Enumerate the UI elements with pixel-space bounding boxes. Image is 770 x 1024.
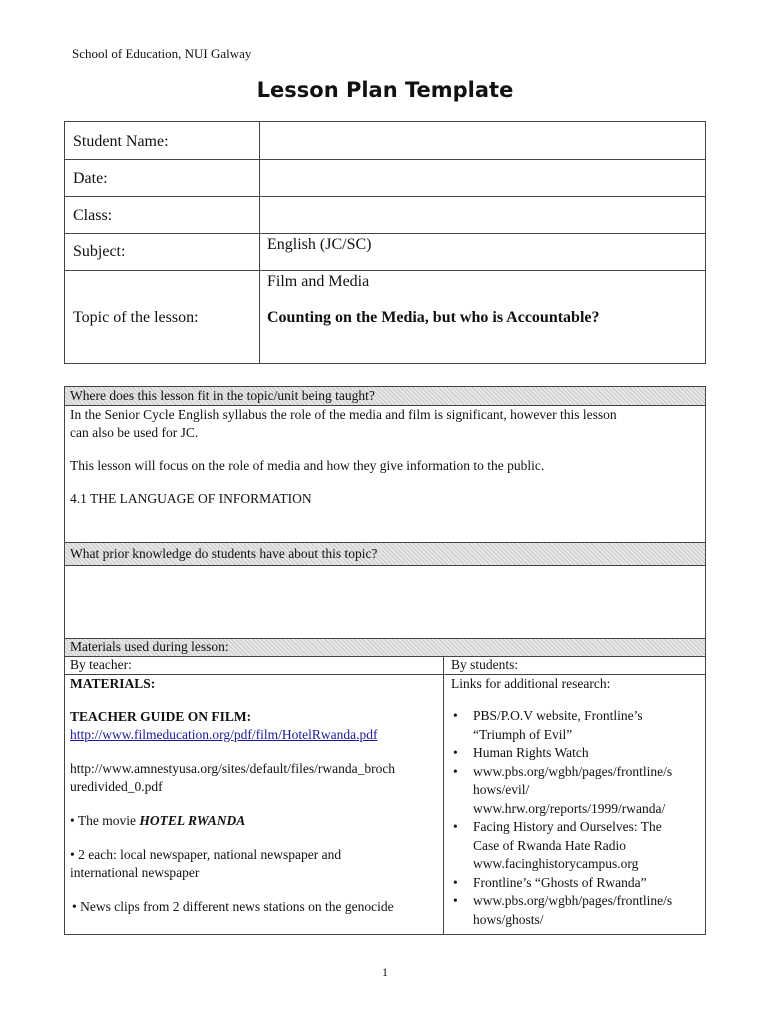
row-divider [65,196,705,197]
student-link-item [451,892,703,929]
student-link-text: hows/evil/ [473,782,530,797]
student-links-list [451,707,703,929]
row-divider [65,270,705,271]
subject-value: English (JC/SC) [267,236,372,253]
bullet-icon: • [453,708,458,723]
student-link-item [451,744,703,763]
topic-label: Topic of the lesson: [73,309,199,326]
news-clips-item: • News clips from 2 different news stations on the genocide [72,899,394,914]
students-label: By students: [451,657,519,672]
document-title: Lesson Plan Template [256,78,514,102]
class-label: Class: [73,207,113,224]
student-link-text: Facing History and Ourselves: The [473,819,662,834]
page-number: 1 [382,965,388,979]
student-info-table [64,121,706,364]
amnesty-link-line: uredivided_0.pdf [70,779,163,794]
prior-heading: What prior knowledge do students have about this topic? [70,546,378,561]
bullet-icon: • [453,893,458,908]
student-link-text: “Triumph of Evil” [473,726,573,742]
fit-text-line: In the Senior Cycle English syllabus the role of the media and film is significant, however this lesson [70,407,617,422]
bullet-icon: • [453,874,458,890]
bullet-icon: • [453,763,458,779]
row-divider [65,159,705,160]
student-link-item [451,763,703,800]
bullet-icon: • [453,819,458,834]
row-divider [65,233,705,234]
fit-text-line: This lesson will focus on the role of media and how they give information to the public. [70,458,545,473]
fit-heading: Where does this lesson fit in the topic/unit being taught? [70,388,375,403]
teacher-label: By teacher: [70,657,132,672]
student-link-text: hows/ghosts/ [473,911,544,927]
student-link-text: www.pbs.org/wgbh/pages/frontline/s [473,893,673,908]
movie-prefix: • The movie [70,813,140,828]
student-link-text: www.facinghistorycampus.org [473,856,639,871]
bullet-icon: • [453,745,458,760]
newspaper-item: international newspaper [70,865,200,880]
links-label: Links for additional research: [451,676,611,691]
fit-text-line: can also be used for JC. [70,425,199,440]
student-link-item [451,874,703,893]
topic-value: Counting on the Media, but who is Accountable? [267,309,600,326]
teacher-guide-heading: TEACHER GUIDE ON FILM: [70,709,252,724]
fit-section-header [65,387,705,406]
student-link-text: www.pbs.org/wgbh/pages/frontline/s [473,763,673,779]
topic-area-value: Film and Media [267,273,370,290]
materials-subheading: MATERIALS: [70,676,156,691]
newspaper-item: • 2 each: local newspaper, national newspaper and [70,847,342,862]
student-link-text: Human Rights Watch [473,745,589,760]
prior-knowledge-header [65,542,705,566]
amnesty-link-line: http://www.amnestyusa.org/sites/default/files/rwanda_broch [70,761,396,776]
subject-label: Subject: [73,243,126,260]
student-link-item [451,707,703,744]
lesson-details-table [64,386,706,935]
column-divider [443,657,444,934]
teacher-guide-link[interactable]: http://www.filmeducation.org/pdf/film/HotelRwanda.pdf [70,727,378,742]
materials-header [65,638,705,657]
student-link-text: Frontline’s “Ghosts of Rwanda” [473,874,647,890]
student-link-item [451,818,703,855]
student-name-label: Student Name: [73,133,169,150]
student-link-item [451,800,703,819]
student-link-text: www.hrw.org/reports/1999/rwanda/ [473,800,666,816]
fit-text-line: 4.1 THE LANGUAGE OF INFORMATION [70,491,312,506]
student-link-text: PBS/P.O.V website, Frontline’s [473,708,643,723]
movie-title: HOTEL RWANDA [139,813,246,828]
materials-heading: Materials used during lesson: [70,639,229,654]
date-label: Date: [73,170,108,187]
student-link-item [451,855,703,874]
movie-item [70,812,245,830]
student-link-text: Case of Rwanda Hate Radio [473,837,626,853]
institution-header: School of Education, NUI Galway [72,46,252,61]
